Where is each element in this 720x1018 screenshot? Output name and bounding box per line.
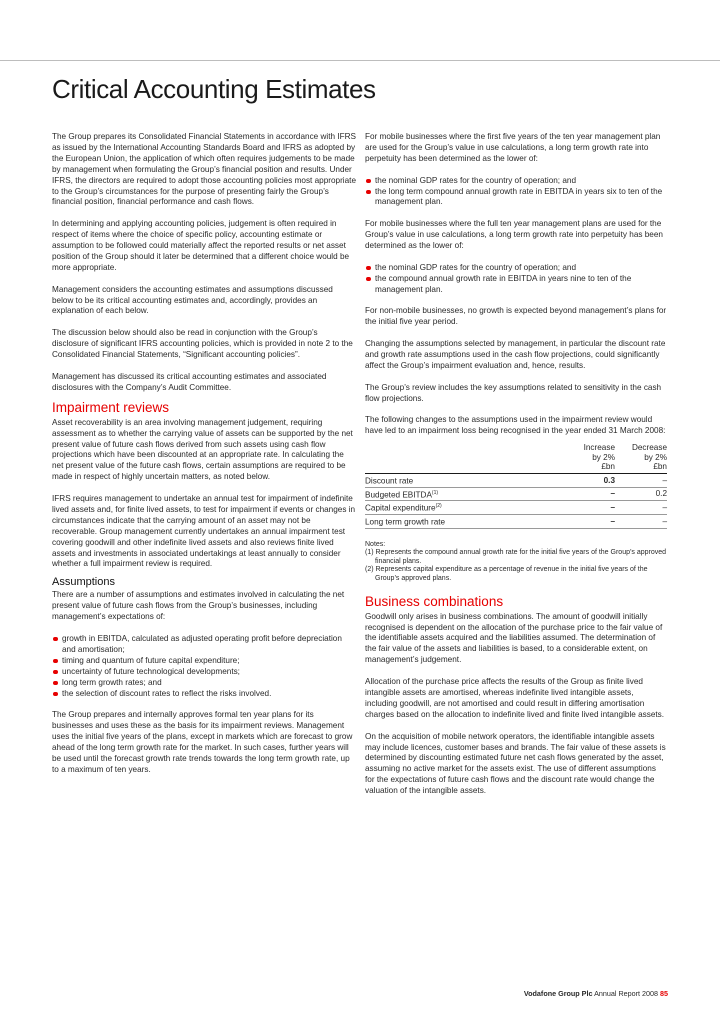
list-item: the nominal GDP rates for the country of operation; and — [365, 176, 667, 187]
paragraph: IFRS requires management to undertake an annual test for impairment of indefinite lived assets and, for finite lived assets, to test for impairment if events or changes in circumstances indicate that the carrying amount of an asset may not be recoverable. Group management currently undertakes an annual impairment test covering goodwill and other indefinite lived assets and also reviews finite lived assets and investments in associated undertakings at least annually to consider whether a full impairment review is required. — [52, 494, 356, 569]
right-column — [365, 132, 667, 808]
cell-increase: – — [563, 487, 615, 501]
table-row — [365, 514, 667, 528]
paragraph: The Group prepares and internally approves formal ten year plans for its businesses and uses these as the basis for its impairment reviews. Management uses the initial five years of the plans, except in markets which are forecast to grow ahead of the long term growth rate for the market. In such cases, further years will be used until the forecast growth rate trends towards the long term growth rate, up to a maximum of ten years. — [52, 710, 353, 774]
table-row — [365, 501, 667, 515]
paragraph: There are a number of assumptions and estimates involved in calculating the net present value of future cash flows from the Group’s businesses, including management’s expectations of: — [52, 590, 345, 622]
table-row — [365, 487, 667, 501]
bullet-icon — [366, 190, 371, 195]
list-item: timing and quantum of future capital expenditure; — [52, 656, 356, 667]
page-title: Critical Accounting Estimates — [52, 74, 376, 104]
paragraph: Allocation of the purchase price affects the results of the Group as finite lived intangible assets are amortised, whereas indefinite lived intangible assets, including goodwill, are not amortised and could result in differing amortisation charges based on the allocation to indefinite lived and finite lived intangible assets. — [365, 677, 665, 719]
bullet-list — [52, 634, 356, 699]
paragraph: Management considers the accounting estimates and assumptions discussed below to be its critical accounting estimates and, accordingly, provides an explanation of each below. — [52, 284, 333, 316]
table-row — [365, 473, 667, 487]
bullet-icon — [366, 277, 371, 282]
bullet-icon — [53, 681, 58, 686]
row-label: Discount rate — [365, 473, 563, 487]
paragraph: For mobile businesses where the first five years of the ten year management plan are used for the Group’s value in use calculations, a long term growth rate into perpetuity has been determined as the lower of: — [365, 132, 661, 163]
note: (2) Represents capital expenditure as a percentage of revenue in the initial five years of the Group’s approved plans. — [365, 566, 648, 583]
bullet-icon — [53, 692, 58, 697]
list-item: growth in EBITDA, calculated as adjusted operating profit before depreciation and amortisation; — [52, 634, 356, 656]
footer-company: Vodafone Group Plc — [523, 989, 593, 998]
page-footer — [524, 989, 668, 998]
bullet-icon — [366, 179, 371, 184]
row-label: Capital expenditure$^{(2)}$ — [365, 501, 563, 515]
cell-increase: – — [563, 501, 615, 515]
paragraph: Changing the assumptions selected by management, in particular the discount rate and growth rate assumptions used in the cash flow projections, could significantly affect the Group’s impairment evaluation and, hence, results. — [365, 339, 666, 370]
list-item: long term growth rates; and — [52, 678, 356, 689]
bullet-icon — [53, 670, 58, 675]
section-heading-impairment: Impairment reviews — [52, 399, 170, 415]
footer-report: Annual Report 2008 — [594, 989, 658, 998]
column-header-decrease: Decrease by 2% £bn — [631, 443, 667, 472]
paragraph: On the acquisition of mobile network operators, the identifiable intangible assets may include licences, customer bases and brands. The fair value of these assets is determined by discounting estimated future net cash flows generated by the asset, assuming no active market for the assets exist. The use of different assumptions for the expectations of future cash flows and the discount rate would change the valuation of the intangible assets. — [365, 731, 666, 796]
paragraph: The following changes to the assumptions used in the impairment review would have led to an impairment loss being recognised in the year ended 31 March 2008: — [365, 415, 666, 436]
row-label: Budgeted EBITDA$^{(1)}$ — [365, 487, 563, 501]
paragraph: Management has discussed its critical accounting estimates and associated disclosures with the Company’s Audit Committee. — [52, 371, 327, 392]
paragraph: The Group prepares its Consolidated Financial Statements in accordance with IFRS as issued by the International Accounting Standards Board and IFRS as adopted by the European Union, the application of which often requires judgements to be made by management when formulating the Group’s financial position and results. Under IFRS, the directors are required to adopt those accounting policies most appropriate to the Group’s circumstances for the purpose of presenting fairly the Group’s financial position, financial performance and cash flows. — [52, 132, 357, 207]
paragraph: Goodwill only arises in business combinations. The amount of goodwill initially recognised is dependent on the allocation of the purchase price to the fair value of the identifiable assets acquired and the liabilities assumed. The determination of the fair value of the assets and liabilities is based, to a considerable extent, on management’s judgement. — [365, 611, 663, 665]
paragraph: The Group’s review includes the key assumptions related to sensitivity in the cash flow projections. — [365, 382, 662, 403]
list-item: uncertainty of future technological developments; — [52, 667, 356, 678]
cell-decrease: 0.2 — [615, 487, 667, 501]
cell-increase: – — [563, 514, 615, 528]
subheading-assumptions: Assumptions — [52, 576, 115, 589]
bullet-icon — [366, 266, 371, 271]
note: (1) Represents the compound annual growth rate for the initial five years of the Group’s approved financial plans. — [365, 549, 667, 565]
paragraph: For non-mobile businesses, no growth is expected beyond management’s plans for the initial five year period. — [365, 306, 667, 327]
header-rule — [0, 60, 720, 61]
list-item: the long term compound annual growth rate in EBITDA in years six to ten of the management plan. — [365, 187, 667, 209]
cell-decrease: – — [615, 501, 667, 515]
paragraph: For mobile businesses where the full ten year management plans are used for the Group’s value in use calculations, a long term growth rate into perpetuity has been determined as the lower of: — [365, 219, 663, 251]
cell-decrease: – — [615, 473, 667, 487]
cell-decrease: – — [615, 514, 667, 528]
section-heading-business-combinations: Business combinations — [365, 593, 504, 609]
paragraph: Asset recoverability is an area involving management judgement, requiring assessment as to whether the carrying value of assets can be supported by the net present value of future cash flows derived from such assets using cash flow projections which have been discounted at an appropriate rate. In calculating the net present value of the future cash flows, certain assumptions are required to be made in respect of highly uncertain matters, as noted below. — [52, 417, 353, 482]
page-number: 85 — [660, 989, 668, 998]
paragraph: The discussion below should also be read in conjunction with the Group’s disclosure of significant IFRS accounting policies, which is provided in note 2 to the Consolidated Financial Statements, “Significant accounting policies”. — [52, 328, 353, 360]
list-item: the compound annual growth rate in EBITDA in years nine to ten of the management plan. — [365, 274, 667, 296]
bullet-icon — [53, 637, 58, 642]
table-notes — [365, 541, 667, 584]
row-label: Long term growth rate — [365, 514, 563, 528]
sensitivity-table — [365, 443, 667, 528]
bullet-list — [365, 263, 667, 296]
cell-increase: 0.3 — [563, 473, 615, 487]
column-header-increase: Increase by 2% £bn — [583, 443, 615, 472]
bullet-list — [365, 176, 667, 209]
notes-label: Notes: — [365, 540, 386, 548]
list-item: the selection of discount rates to reflect the risks involved. — [52, 689, 356, 700]
paragraph: In determining and applying accounting policies, judgement is often required in respect of items where the choice of specific policy, accounting estimate or assumption to be followed could materially affect the reported results or net asset position of the Group should it later be determined that a different choice would be more appropriate. — [52, 219, 350, 272]
list-item: the nominal GDP rates for the country of operation; and — [365, 263, 667, 274]
left-column — [52, 132, 356, 787]
bullet-icon — [53, 659, 58, 664]
